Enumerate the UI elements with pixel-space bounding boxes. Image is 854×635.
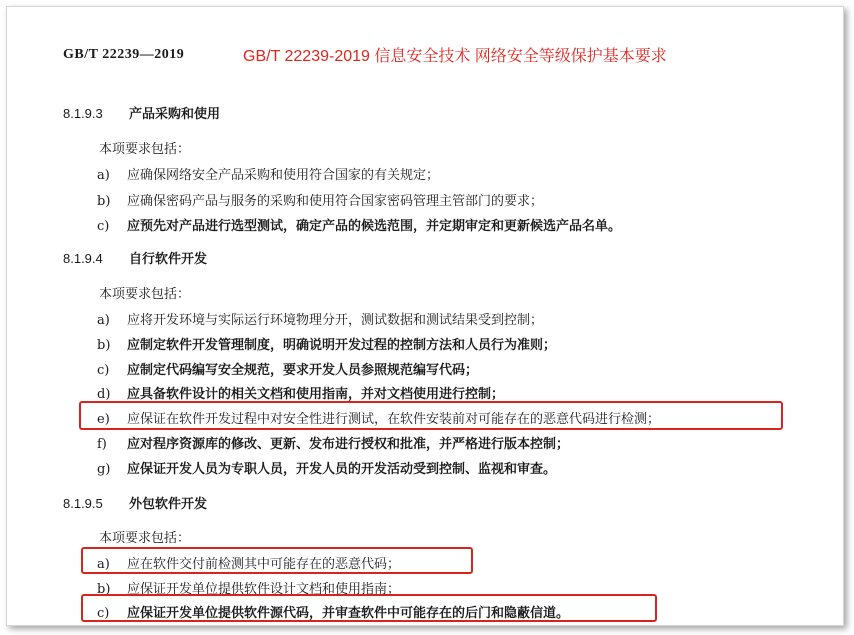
list-item [97, 334, 556, 353]
item-text: 应制定代码编写安全规范，要求开发人员参照规范编写代码； [127, 363, 479, 378]
highlight-box [79, 401, 783, 430]
item-label: b) [97, 582, 111, 597]
section-title: 自行软件开发 [129, 252, 208, 267]
document-title: GB/T 22239-2019 信息安全技术 网络安全等级保护基本要求 [243, 48, 667, 65]
standard-number: GB/T 22239—2019 [63, 47, 185, 62]
list-item [97, 215, 621, 234]
item-label: c) [97, 606, 110, 621]
section-title: 产品采购和使用 [129, 107, 221, 122]
item-label: b) [97, 194, 111, 209]
item-label: a) [97, 313, 110, 328]
section-number: 8.1.9.3 [63, 106, 103, 121]
list-item [97, 309, 543, 328]
item-text: 应确保网络安全产品采购和使用符合国家的有关规定； [127, 168, 440, 183]
item-text: 应将开发环境与实际运行环境物理分开，测试数据和测试结果受到控制； [127, 313, 544, 328]
list-item [97, 383, 504, 402]
item-label: a) [97, 557, 110, 572]
item-label: f) [97, 437, 107, 452]
item-label: b) [97, 338, 111, 353]
item-text: 应制定软件开发管理制度，明确说明开发过程的控制方法和人员行为准则； [127, 338, 557, 353]
item-label: e) [97, 412, 110, 427]
list-item [97, 433, 569, 452]
section-heading [63, 248, 207, 267]
section-intro: 本项要求包括： [99, 142, 191, 157]
highlight-box [81, 594, 657, 622]
list-item [97, 164, 439, 183]
list-item [97, 458, 556, 477]
item-text: 应保证开发单位提供软件设计文档和使用指南； [127, 582, 401, 597]
item-text: 应预先对产品进行选型测试，确定产品的候选范围，并定期审定和更新候选产品名单。 [127, 219, 622, 234]
item-text: 应具备软件设计的相关文档和使用指南，并对文档使用进行控制； [127, 387, 505, 402]
item-label: c) [97, 363, 110, 378]
item-text: 应保证开发人员为专职人员，开发人员的开发活动受到控制、监视和审查。 [127, 462, 557, 477]
item-text: 应保证在软件开发过程中对安全性进行测试，在软件安装前对可能存在的恶意代码进行检测； [127, 412, 661, 427]
list-item [97, 359, 478, 378]
section-heading [63, 103, 220, 122]
document-page [6, 6, 844, 626]
item-text: 应确保密码产品与服务的采购和使用符合国家密码管理主管部门的要求； [127, 194, 544, 209]
item-text: 应在软件交付前检测其中可能存在的恶意代码； [127, 557, 401, 572]
list-item [97, 190, 543, 209]
section-heading [63, 493, 207, 512]
section-intro: 本项要求包括： [99, 287, 191, 302]
section-title: 外包软件开发 [129, 497, 208, 512]
item-label: c) [97, 219, 110, 234]
item-label: d) [97, 387, 111, 402]
section-number: 8.1.9.4 [63, 251, 103, 266]
item-label: g) [97, 462, 111, 477]
item-label: a) [97, 168, 110, 183]
section-intro: 本项要求包括： [99, 531, 191, 546]
item-text: 应保证开发单位提供软件源代码，并审查软件中可能存在的后门和隐蔽信道。 [127, 606, 570, 621]
item-text: 应对程序资源库的修改、更新、发布进行授权和批准，并严格进行版本控制； [127, 437, 570, 452]
highlight-box [81, 547, 473, 574]
section-number: 8.1.9.5 [63, 496, 103, 511]
